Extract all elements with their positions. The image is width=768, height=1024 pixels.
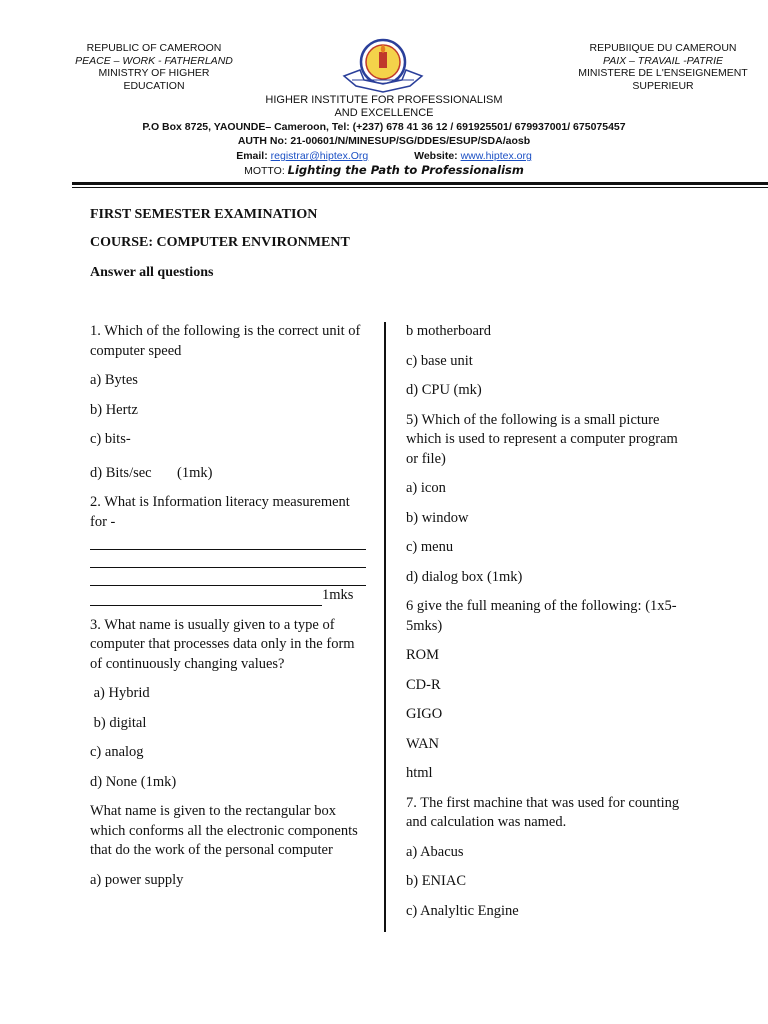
motto-text: Lighting the Path to Professionalism <box>287 163 524 177</box>
question-7: 7. The first machine that was used for counting and calculation was named. <box>406 794 680 830</box>
answer-line <box>90 532 366 550</box>
question-2-marks: 1mks <box>322 587 354 603</box>
answer-line <box>90 550 366 568</box>
question-5: 5) Which of the following is a small picture which is used to represent a computer program or file) <box>406 411 678 467</box>
header-country-en: REPUBLIC OF CAMEROON <box>86 42 222 54</box>
answer-line-with-marks <box>90 586 366 606</box>
exam-title: FIRST SEMESTER EXAMINATION <box>90 207 318 222</box>
contact-line: P.O Box 8725, YAOUNDE– Cameroon, Tel: (+237) 678 41 36 12 / 691925501/ 679937001/ 675075457 <box>142 121 626 133</box>
website-label: Website: <box>414 150 458 162</box>
term-rom: ROM <box>406 647 440 663</box>
option-3c: c) analog <box>90 744 144 760</box>
question-3: 3. What name is usually given to a type of computer that processes data only in the form of continuously changing values? <box>90 616 355 672</box>
question-1: 1. Which of the following is the correct unit of computer speed <box>90 323 361 359</box>
column-divider <box>384 322 386 932</box>
email-website-row <box>0 150 768 163</box>
option-5c: c) menu <box>406 539 454 555</box>
email-label: Email: <box>236 150 268 162</box>
option-1d: d) Bits/sec (1mk) <box>90 464 213 481</box>
header-ministry-en-2: EDUCATION <box>123 79 185 92</box>
question-6: 6 give the full meaning of the following: (1x5-5mks) <box>406 598 677 634</box>
option-4d: d) CPU (mk) <box>406 382 482 398</box>
header-left-block <box>70 42 238 92</box>
header-motto-fr: PAIX – TRAVAIL -PATRIE <box>602 54 724 67</box>
header-ministry-fr-1: MINISTERE DE L'ENSEIGNEMENT <box>578 67 748 79</box>
term-html: html <box>406 765 433 781</box>
questions-right-column <box>406 322 682 931</box>
institution-name <box>250 94 518 119</box>
option-5b: b) window <box>406 509 469 526</box>
question-2: 2. What is Information literacy measurement for - <box>90 494 350 530</box>
option-3a: a) Hybrid <box>90 685 150 701</box>
option-3d: d) None (1mk) <box>90 773 177 790</box>
website-link[interactable]: www.hiptex.org <box>460 150 532 162</box>
header-motto-en: PEACE – WORK - FATHERLAND <box>75 54 233 67</box>
answer-line <box>90 568 366 586</box>
option-5a: a) icon <box>406 480 446 496</box>
header-divider-thick <box>72 182 768 185</box>
term-wan: WAN <box>406 735 440 752</box>
term-gigo: GIGO <box>406 706 443 722</box>
motto-row <box>0 164 768 178</box>
course-title: COURSE: COMPUTER ENVIRONMENT <box>90 235 350 250</box>
option-1b: b) Hertz <box>90 401 138 418</box>
motto-label: MOTTO: <box>244 165 285 177</box>
option-5d: d) dialog box (1mk) <box>406 568 523 585</box>
option-4c: c) base unit <box>406 352 473 369</box>
institute-logo-icon <box>340 36 426 96</box>
option-4b: b motherboard <box>406 323 491 339</box>
exam-instruction: Answer all questions <box>90 265 214 280</box>
answer-line <box>90 588 322 606</box>
option-7a: a) Abacus <box>406 843 464 860</box>
question-4: What name is given to the rectangular box which conforms all the electronic components that do the work of the personal computer <box>90 803 358 858</box>
header-ministry-fr-2: SUPERIEUR <box>632 79 694 92</box>
institution-name-line-1: HIGHER INSTITUTE FOR PROFESSIONALISM <box>265 94 503 106</box>
option-3b: b) digital <box>90 714 147 731</box>
option-1a: a) Bytes <box>90 372 138 388</box>
auth-number: AUTH No: 21-00601/N/MINESUP/SG/DDES/ESUP/SDA/aosb <box>237 135 531 147</box>
header-country-fr: REPUBIIQUE DU CAMEROUN <box>589 42 737 54</box>
institution-name-line-2: AND EXCELLENCE <box>334 106 434 119</box>
header-right-block <box>570 42 756 92</box>
email-link[interactable]: registrar@hiptex.Org <box>270 150 369 162</box>
option-1c: c) bits- <box>90 431 131 447</box>
option-4a: a) power supply <box>90 871 184 888</box>
option-7c: c) Analyltic Engine <box>406 902 519 919</box>
header-divider-thin <box>72 187 768 188</box>
term-cd-r: CD-R <box>406 676 441 693</box>
option-7b: b) ENIAC <box>406 873 467 889</box>
header-ministry-en-1: MINISTRY OF HIGHER <box>98 67 210 79</box>
questions-left-column <box>90 322 366 900</box>
